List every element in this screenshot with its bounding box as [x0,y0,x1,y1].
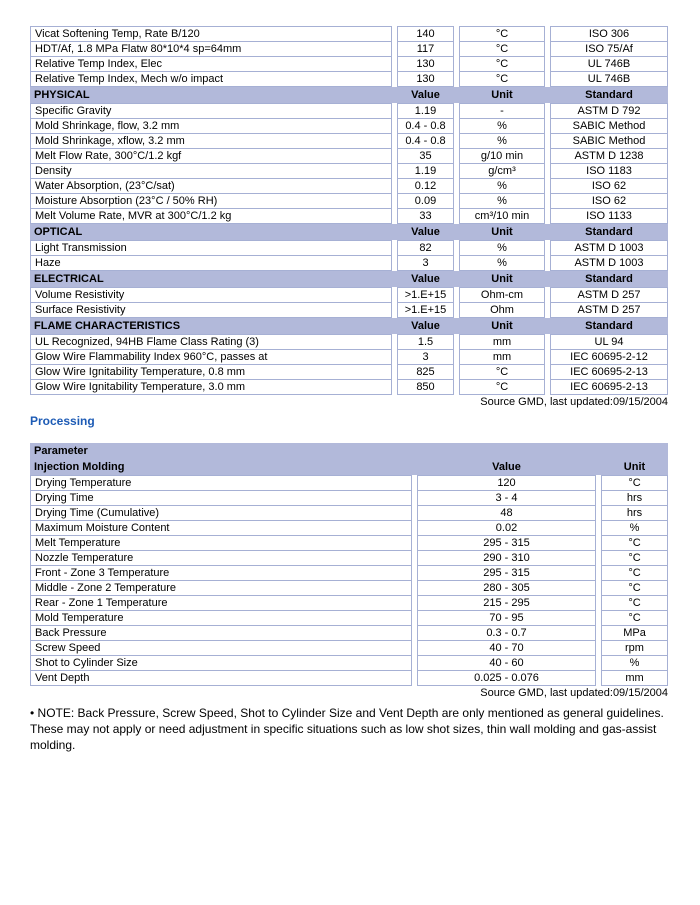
property-value-cell: ASTM D 1003 [550,255,668,271]
table-row [30,208,668,224]
parameter-value-cell: 280 - 305 [417,580,596,596]
property-value-cell: 0.09 [397,193,454,209]
property-value-cell: 117 [397,41,454,57]
table-row [30,193,668,209]
column-header-cell: Unit [491,273,513,285]
property-value-cell: Ohm-cm [459,287,545,303]
parameter-value-cell: °C [601,610,668,626]
property-value-cell: 140 [397,26,454,42]
table-row [30,302,668,318]
parameter-value-cell: 295 - 315 [417,535,596,551]
section-title-cell: ELECTRICAL [34,273,104,285]
property-value-cell: °C [459,364,545,380]
table-row [30,133,668,149]
property-value-cell: 0.12 [397,178,454,194]
parameter-name-cell: Middle - Zone 2 Temperature [30,580,412,596]
processing-heading: Processing [30,414,95,428]
parameter-value-cell: 40 - 70 [417,640,596,656]
parameter-name-cell: Vent Depth [30,670,412,686]
parameter-value-cell: % [601,520,668,536]
column-header-cell: Value [492,461,521,473]
parameter-name-cell: Front - Zone 3 Temperature [30,565,412,581]
parameter-value-cell: % [601,655,668,671]
property-value-cell: SABIC Method [550,133,668,149]
parameter-value-cell: 295 - 315 [417,565,596,581]
property-value-cell: IEC 60695-2-13 [550,364,668,380]
table-row [30,655,668,671]
table-row [30,625,668,641]
column-header-cell: Value [411,89,440,101]
property-name-cell: Mold Shrinkage, xflow, 3.2 mm [30,133,392,149]
table-row [30,103,668,119]
property-value-cell: % [459,240,545,256]
property-value-cell: 825 [397,364,454,380]
property-name-cell: Relative Temp Index, Mech w/o impact [30,71,392,87]
table-row [30,520,668,536]
table-row [30,41,668,57]
parameter-value-cell: °C [601,565,668,581]
table-row [30,580,668,596]
property-name-cell: HDT/Af, 1.8 MPa Flatw 80*10*4 sp=64mm [30,41,392,57]
property-value-cell: 1.5 [397,334,454,350]
table-row [30,287,668,303]
parameter-name-cell: Drying Time [30,490,412,506]
property-value-cell: 0.4 - 0.8 [397,118,454,134]
property-value-cell: 3 [397,349,454,365]
property-value-cell: ISO 62 [550,193,668,209]
parameter-name-cell: Maximum Moisture Content [30,520,412,536]
table-row [30,148,668,164]
parameter-name-cell: Drying Temperature [30,475,412,491]
property-value-cell: ASTM D 257 [550,302,668,318]
parameter-value-cell: 0.02 [417,520,596,536]
property-name-cell: Density [30,163,392,179]
parameter-value-cell: 40 - 60 [417,655,596,671]
property-value-cell: ISO 62 [550,178,668,194]
property-value-cell: mm [459,334,545,350]
property-name-cell: Glow Wire Ignitability Temperature, 0.8 mm [30,364,392,380]
property-value-cell: UL 94 [550,334,668,350]
property-name-cell: Light Transmission [30,240,392,256]
section-header-row [30,87,668,103]
property-value-cell: ASTM D 792 [550,103,668,119]
column-header-cell: Value [411,226,440,238]
parameter-value-cell: 120 [417,475,596,491]
property-value-cell: °C [459,379,545,395]
properties-source-note: Source GMD, last updated:09/15/2004 [480,396,668,408]
group-header-row [30,443,668,459]
table-row [30,26,668,42]
property-value-cell: >1.E+15 [397,287,454,303]
property-name-cell: Volume Resistivity [30,287,392,303]
property-value-cell: 33 [397,208,454,224]
property-value-cell: IEC 60695-2-12 [550,349,668,365]
property-value-cell: SABIC Method [550,118,668,134]
property-name-cell: Surface Resistivity [30,302,392,318]
column-header-cell: Value [411,320,440,332]
property-value-cell: °C [459,26,545,42]
property-value-cell: 1.19 [397,103,454,119]
parameter-value-cell: rpm [601,640,668,656]
table-row [30,56,668,72]
property-name-cell: Relative Temp Index, Elec [30,56,392,72]
property-value-cell: 130 [397,56,454,72]
column-header-cell: Standard [585,89,633,101]
property-value-cell: % [459,133,545,149]
column-header-cell: Value [411,273,440,285]
parameter-value-cell: °C [601,595,668,611]
table-row [30,610,668,626]
parameter-name-cell: Nozzle Temperature [30,550,412,566]
section-title-cell: PHYSICAL [34,89,90,101]
column-header-cell: Unit [491,226,513,238]
parameter-name-cell: Back Pressure [30,625,412,641]
property-value-cell: ASTM D 257 [550,287,668,303]
property-name-cell: Specific Gravity [30,103,392,119]
parameter-value-cell: 70 - 95 [417,610,596,626]
processing-source-note: Source GMD, last updated:09/15/2004 [480,687,668,699]
table-row [30,349,668,365]
property-value-cell: Ohm [459,302,545,318]
section-title-cell: OPTICAL [34,226,83,238]
table-row [30,550,668,566]
property-value-cell: >1.E+15 [397,302,454,318]
table-row [30,118,668,134]
property-name-cell: Vicat Softening Temp, Rate B/120 [30,26,392,42]
parameter-value-cell: 48 [417,505,596,521]
property-value-cell: % [459,193,545,209]
column-header-cell: Standard [585,273,633,285]
parameter-value-cell: °C [601,580,668,596]
properties-table [30,26,668,395]
parameter-value-cell: °C [601,550,668,566]
column-header-cell: Unit [623,461,646,473]
property-value-cell: ASTM D 1003 [550,240,668,256]
column-header-cell: Unit [491,320,513,332]
property-value-cell: % [459,118,545,134]
section-title-cell: FLAME CHARACTERISTICS [34,320,181,332]
property-name-cell: Moisture Absorption (23°C / 50% RH) [30,193,392,209]
table-row [30,565,668,581]
property-value-cell: 3 [397,255,454,271]
property-name-cell: Melt Flow Rate, 300°C/1.2 kgf [30,148,392,164]
column-header-cell: Standard [585,226,633,238]
property-name-cell: Melt Volume Rate, MVR at 300°C/1.2 kg [30,208,392,224]
parameter-value-cell: °C [601,535,668,551]
property-value-cell: °C [459,41,545,57]
property-value-cell: °C [459,56,545,72]
property-name-cell: Water Absorption, (23°C/sat) [30,178,392,194]
table-row [30,640,668,656]
parameter-value-cell: mm [601,670,668,686]
property-value-cell: IEC 60695-2-13 [550,379,668,395]
property-value-cell: UL 746B [550,71,668,87]
table-row [30,535,668,551]
column-header-cell: Standard [585,320,633,332]
group-header-cell: Parameter [34,445,88,457]
property-name-cell: Haze [30,255,392,271]
section-header-row [30,271,668,287]
parameter-value-cell: hrs [601,505,668,521]
property-value-cell: - [459,103,545,119]
table-row [30,490,668,506]
table-row [30,670,668,686]
parameter-name-cell: Rear - Zone 1 Temperature [30,595,412,611]
property-value-cell: 35 [397,148,454,164]
property-value-cell: ASTM D 1238 [550,148,668,164]
property-value-cell: °C [459,71,545,87]
property-name-cell: UL Recognized, 94HB Flame Class Rating (3) [30,334,392,350]
property-name-cell: Glow Wire Flammability Index 960°C, passes at [30,349,392,365]
table-row [30,379,668,395]
table-row [30,178,668,194]
guidelines-note: • NOTE: Back Pressure, Screw Speed, Shot to Cylinder Size and Vent Depth are only mentioned as general guidelines. These may not apply or need adjustment in specific situations such as low shot sizes, thin wall molding and gas-assist molding. [30,706,664,752]
table-row [30,255,668,271]
table-row [30,475,668,491]
parameter-value-cell: 3 - 4 [417,490,596,506]
table-row [30,334,668,350]
property-value-cell: ISO 1133 [550,208,668,224]
property-value-cell: UL 746B [550,56,668,72]
property-value-cell: 850 [397,379,454,395]
table-row [30,364,668,380]
parameter-name-cell: Shot to Cylinder Size [30,655,412,671]
property-value-cell: ISO 1183 [550,163,668,179]
table-row [30,505,668,521]
property-value-cell: cm³/10 min [459,208,545,224]
property-value-cell: ISO 306 [550,26,668,42]
parameter-name-cell: Mold Temperature [30,610,412,626]
property-value-cell: 0.4 - 0.8 [397,133,454,149]
table-row [30,71,668,87]
section-header-row [30,318,668,334]
parameter-value-cell: hrs [601,490,668,506]
column-header-row [30,459,668,475]
property-value-cell: ISO 75/Af [550,41,668,57]
parameter-value-cell: 0.3 - 0.7 [417,625,596,641]
property-value-cell: mm [459,349,545,365]
processing-table [30,443,668,686]
parameter-value-cell: 0.025 - 0.076 [417,670,596,686]
table-row [30,240,668,256]
table-row [30,595,668,611]
column-header-cell: Injection Molding [34,461,125,473]
parameter-name-cell: Drying Time (Cumulative) [30,505,412,521]
property-name-cell: Glow Wire Ignitability Temperature, 3.0 mm [30,379,392,395]
parameter-value-cell: °C [601,475,668,491]
parameter-value-cell: 215 - 295 [417,595,596,611]
property-value-cell: % [459,178,545,194]
property-value-cell: % [459,255,545,271]
table-row [30,163,668,179]
column-header-cell: Unit [491,89,513,101]
property-name-cell: Mold Shrinkage, flow, 3.2 mm [30,118,392,134]
property-value-cell: 82 [397,240,454,256]
property-value-cell: g/10 min [459,148,545,164]
parameter-value-cell: 290 - 310 [417,550,596,566]
property-value-cell: 130 [397,71,454,87]
parameter-name-cell: Melt Temperature [30,535,412,551]
parameter-name-cell: Screw Speed [30,640,412,656]
parameter-value-cell: MPa [601,625,668,641]
section-header-row [30,224,668,240]
property-value-cell: g/cm³ [459,163,545,179]
property-value-cell: 1.19 [397,163,454,179]
